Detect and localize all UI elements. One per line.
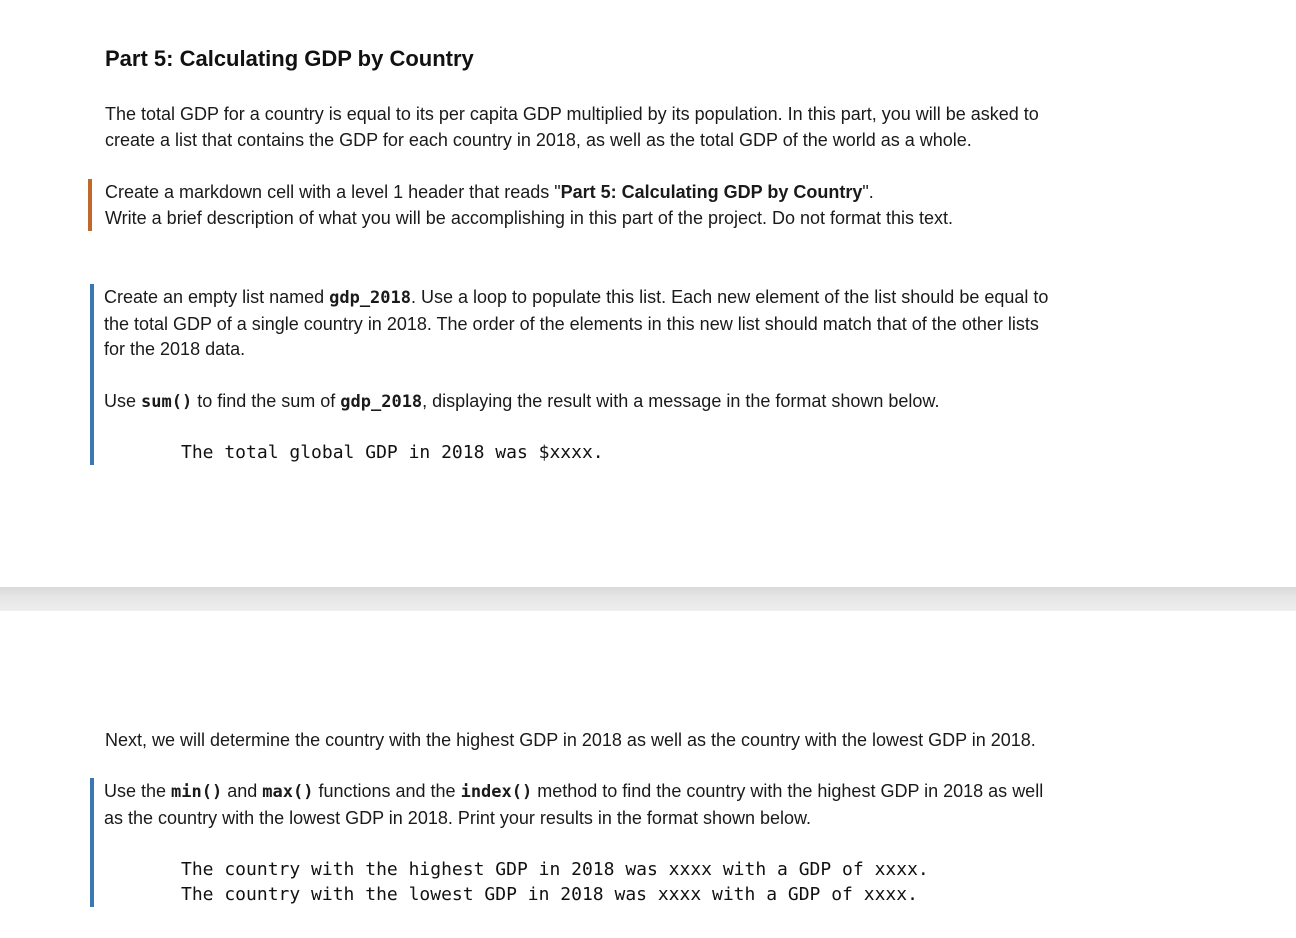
document-page-2	[0, 611, 1296, 938]
sum-output-line: The total global GDP in 2018 was $xxxx.	[181, 442, 604, 463]
task-gdp-bar	[90, 284, 94, 465]
task-minmax-bar	[90, 778, 94, 907]
task-sum-text-end: , displaying the result with a message in the format shown below.	[422, 391, 940, 411]
task-markdown-line-2: Write a brief description of what you will be accomplishing in this part of the project. Do not format this text.	[105, 207, 954, 228]
task-gdp-line-3: for the 2018 data.	[104, 339, 246, 359]
task-sum-text-mid: to find the sum of	[192, 391, 341, 411]
task-sum-line	[104, 389, 939, 416]
gdp-2018-code-2: gdp_2018	[340, 392, 423, 412]
task-markdown-text-end: ".	[862, 182, 874, 202]
gdp-2018-code: gdp_2018	[329, 288, 411, 308]
task-gdp-instructions	[104, 285, 1048, 363]
task-markdown-bar	[88, 179, 92, 231]
task-minmax-line-1	[104, 779, 1043, 806]
task-minmax-text-mid: functions and the	[313, 781, 461, 801]
intro-line-1: The total GDP for a country is equal to its per capita GDP multiplied by its population. In this part, you will be asked to	[105, 104, 1039, 124]
task-minmax-and: and	[222, 781, 263, 801]
task-gdp-line-2: the total GDP of a single country in 2018. The order of the elements in this new list should match that of the other lists	[104, 313, 1039, 334]
sum-output-example	[181, 440, 604, 465]
task-minmax-text-end: method to find the country with the highest GDP in 2018 as well	[532, 781, 1044, 801]
task-markdown-header-text: Part 5: Calculating GDP by Country	[560, 182, 863, 202]
next-intro-line: Next, we will determine the country with the highest GDP in 2018 as well as the country with the lowest GDP in 2018.	[105, 730, 1036, 750]
max-code: max()	[262, 782, 314, 802]
min-code: min()	[171, 782, 223, 802]
task-markdown-instructions	[105, 180, 953, 231]
task-gdp-line-1	[104, 285, 1048, 312]
index-code: index()	[460, 782, 533, 802]
page-separator	[0, 587, 1296, 611]
highest-output-line: The country with the highest GDP in 2018 was xxxx with a GDP of xxxx.	[181, 859, 929, 880]
minmax-output-example	[181, 857, 929, 907]
task-sum-text: Use	[104, 391, 142, 411]
next-intro-paragraph	[105, 728, 1036, 754]
sum-code: sum()	[141, 392, 193, 412]
page-title: Part 5: Calculating GDP by Country	[105, 46, 474, 71]
intro-line-2: create a list that contains the GDP for each country in 2018, as well as the total GDP of the world as a whole.	[105, 129, 972, 150]
task-sum-instructions	[104, 389, 939, 416]
lowest-output-line: The country with the lowest GDP in 2018 was xxxx with a GDP of xxxx.	[181, 884, 918, 905]
task-markdown-line-1	[105, 180, 953, 206]
intro-paragraph	[105, 102, 1039, 153]
task-minmax-text: Use the	[104, 781, 172, 801]
task-gdp-text-end: . Use a loop to populate this list. Each new element of the list should be equal to	[411, 287, 1049, 307]
task-markdown-text: Create a markdown cell with a level 1 header that reads "	[105, 182, 561, 202]
task-minmax-instructions	[104, 779, 1043, 831]
task-gdp-text: Create an empty list named	[104, 287, 330, 307]
task-minmax-line-2: as the country with the lowest GDP in 2018. Print your results in the format shown below.	[104, 807, 812, 828]
